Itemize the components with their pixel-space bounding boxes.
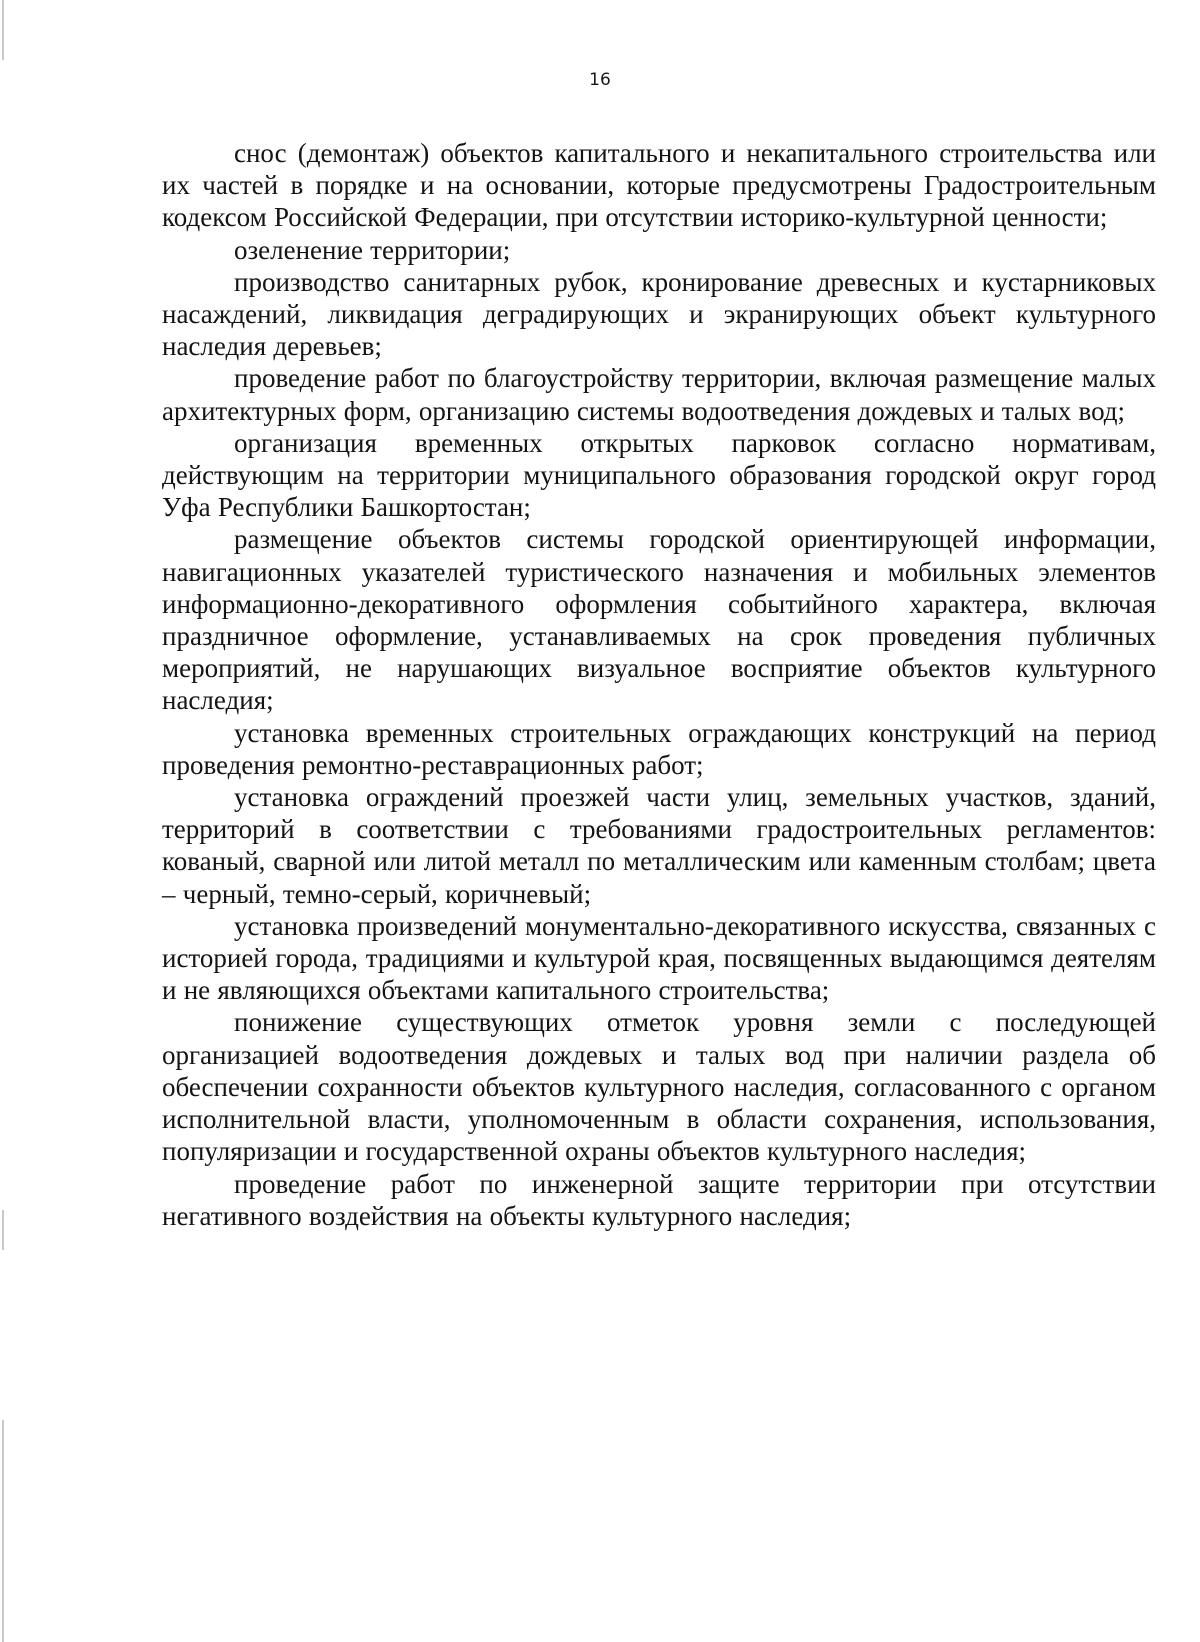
paragraph: понижение существующих отметок уровня земли с последующей организацией водоотведения дождевых и талых вод при наличии раздела об обеспечении сохранности объектов культурного наследия, согласованного с органом исполнительной власти, уполномоченным в области сохранения, использования, популяризации и государственной охраны объектов культурного наследия; bbox=[162, 1007, 1156, 1167]
scan-edge-mark bbox=[2, 0, 4, 60]
scan-edge-mark bbox=[2, 1420, 4, 1642]
paragraph: установка произведений монументально-декоративного искусства, связанных с историей города, традициями и культурой края, посвященных выдающимся деятелям и не являющихся объектами капитального строительства; bbox=[162, 910, 1156, 1006]
paragraph: проведение работ по инженерной защите территории при отсутствии негативного воздействия на объекты культурного наследия; bbox=[162, 1168, 1156, 1231]
paragraph: размещение объектов системы городской ориентирующей информации, навигационных указателей туристического назначения и мобильных элементов информационно-декоративного оформления событийного характера, включая праздничное оформление, устанавливаемых на срок проведения публичных мероприятий, не нарушающих визуальное восприятие объектов культурного наследия; bbox=[162, 524, 1156, 716]
page-number: 16 bbox=[589, 70, 611, 90]
paragraph: установка временных строительных ограждающих конструкций на период проведения ремонтно-реставрационных работ; bbox=[162, 717, 1156, 780]
document-body bbox=[162, 137, 1156, 1232]
scan-edge-mark bbox=[2, 1210, 4, 1250]
paragraph: проведение работ по благоустройству территории, включая размещение малых архитектурных форм, организацию системы водоотведения дождевых и талых вод; bbox=[162, 363, 1156, 426]
paragraph: снос (демонтаж) объектов капитального и некапитального строительства или их частей в порядке и на основании, которые предусмотрены Градостроительным кодексом Российской Федерации, при отсутствии историко-культурной ценности; bbox=[162, 138, 1156, 233]
paragraph: производство санитарных рубок, кронирование древесных и кустарниковых насаждений, ликвидация деградирующих и экранирующих объект культурного наследия деревьев; bbox=[162, 266, 1156, 362]
paragraph: организация временных открытых парковок согласно нормативам, действующим на территории муниципального образования городской округ город Уфа Республики Башкортостан; bbox=[162, 427, 1156, 523]
paragraph: установка ограждений проезжей части улиц, земельных участков, зданий, территорий в соответствии с требованиями градостроительных регламентов: кованый, сварной или литой металл по металлическим или каменным столбам; цвета – черный, темно-серый, коричневый; bbox=[162, 782, 1156, 909]
paragraph: озеленение территории; bbox=[234, 234, 511, 265]
